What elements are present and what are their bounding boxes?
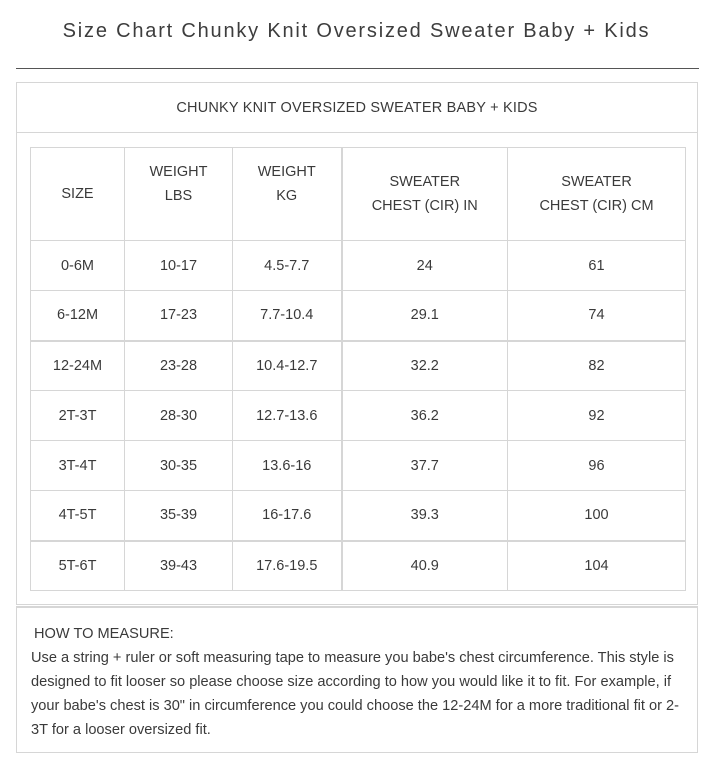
cell-size: 12-24M bbox=[31, 341, 125, 391]
how-to-measure-text: Use a string + ruler or soft measuring tape to measure you babe's chest circumference. This style is designed to fit looser so please choose size according to how you would like it to fit. For example, if your babe's chest is 30" in circumference you could choose the 12-24M for a more traditional fit or 2-3T for a looser oversized fit. bbox=[31, 650, 679, 738]
title-divider bbox=[16, 68, 699, 69]
cell-weight-lbs: 23-28 bbox=[125, 341, 233, 391]
cell-size: 6-12M bbox=[31, 291, 125, 341]
cell-chest-cm: 74 bbox=[508, 291, 686, 341]
cell-size: 4T-5T bbox=[31, 491, 125, 541]
cell-weight-lbs: 28-30 bbox=[125, 391, 233, 441]
table-row bbox=[31, 241, 686, 291]
header-size-label: SIZE bbox=[61, 186, 94, 202]
cell-chest-cm: 100 bbox=[508, 491, 686, 541]
cell-chest-in: 39.3 bbox=[342, 491, 508, 541]
cell-size: 2T-3T bbox=[31, 391, 125, 441]
cell-chest-cm: 61 bbox=[508, 241, 686, 291]
header-weight-kg-line-2: KG bbox=[276, 188, 298, 204]
header-weight-kg bbox=[233, 148, 342, 241]
how-to-measure-section bbox=[16, 606, 698, 753]
header-chest-in-line-2: CHEST (CIR) IN bbox=[371, 198, 478, 214]
cell-chest-in: 29.1 bbox=[342, 291, 508, 341]
how-to-measure-heading: HOW TO MEASURE: bbox=[34, 626, 174, 642]
header-chest-cm-line-2: CHEST (CIR) CM bbox=[539, 198, 654, 214]
header-weight-lbs-line-1: WEIGHT bbox=[149, 164, 208, 180]
cell-chest-cm: 82 bbox=[508, 341, 686, 391]
cell-weight-kg: 12.7-13.6 bbox=[233, 391, 342, 441]
table-header-row bbox=[31, 148, 686, 241]
cell-chest-in: 32.2 bbox=[342, 341, 508, 391]
cell-chest-in: 24 bbox=[342, 241, 508, 291]
size-table bbox=[30, 147, 686, 591]
table-row bbox=[31, 441, 686, 491]
header-chest-in-line-1: SWEATER bbox=[389, 174, 461, 190]
cell-chest-in: 36.2 bbox=[342, 391, 508, 441]
cell-chest-cm: 104 bbox=[508, 541, 686, 591]
table-row bbox=[31, 491, 686, 541]
header-weight-lbs bbox=[125, 148, 233, 241]
table-row bbox=[31, 391, 686, 441]
table-row bbox=[31, 541, 686, 591]
cell-size: 0-6M bbox=[31, 241, 125, 291]
header-chest-in bbox=[342, 148, 508, 241]
cell-weight-kg: 10.4-12.7 bbox=[233, 341, 342, 391]
table-row bbox=[31, 341, 686, 391]
size-chart-heading: CHUNKY KNIT OVERSIZED SWEATER BABY + KIDS bbox=[17, 83, 697, 133]
header-chest-cm bbox=[508, 148, 686, 241]
cell-weight-kg: 7.7-10.4 bbox=[233, 291, 342, 341]
cell-weight-kg: 13.6-16 bbox=[233, 441, 342, 491]
table-row bbox=[31, 291, 686, 341]
header-size bbox=[31, 148, 125, 241]
page-title: Size Chart Chunky Knit Oversized Sweater Baby + Kids bbox=[62, 20, 651, 42]
cell-size: 3T-4T bbox=[31, 441, 125, 491]
cell-weight-kg: 4.5-7.7 bbox=[233, 241, 342, 291]
cell-weight-lbs: 17-23 bbox=[125, 291, 233, 341]
cell-weight-kg: 17.6-19.5 bbox=[233, 541, 342, 591]
cell-weight-lbs: 39-43 bbox=[125, 541, 233, 591]
cell-size: 5T-6T bbox=[31, 541, 125, 591]
header-weight-kg-line-1: WEIGHT bbox=[257, 164, 316, 180]
cell-weight-lbs: 35-39 bbox=[125, 491, 233, 541]
cell-chest-in: 40.9 bbox=[342, 541, 508, 591]
cell-chest-cm: 96 bbox=[508, 441, 686, 491]
cell-chest-cm: 92 bbox=[508, 391, 686, 441]
cell-chest-in: 37.7 bbox=[342, 441, 508, 491]
header-chest-cm-line-1: SWEATER bbox=[561, 174, 632, 190]
cell-weight-lbs: 30-35 bbox=[125, 441, 233, 491]
size-chart bbox=[16, 82, 698, 605]
cell-weight-kg: 16-17.6 bbox=[233, 491, 342, 541]
cell-weight-lbs: 10-17 bbox=[125, 241, 233, 291]
header-weight-lbs-line-2: LBS bbox=[164, 188, 193, 204]
